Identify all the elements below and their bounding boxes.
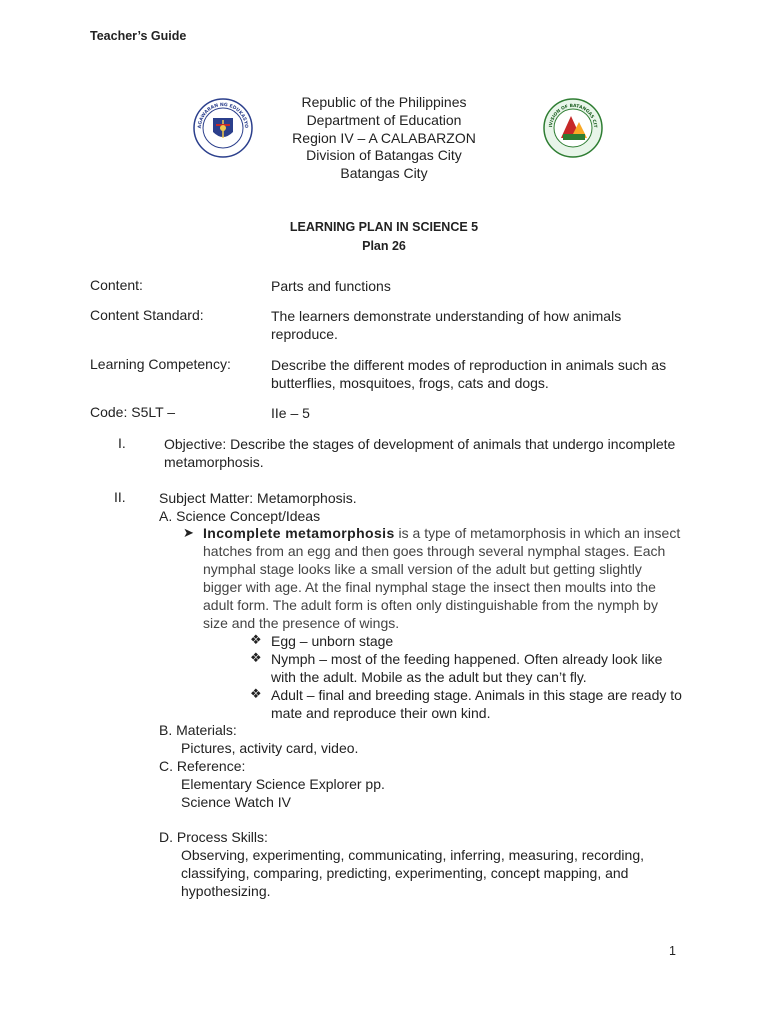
- concept-term: Incomplete metamorphosis: [203, 525, 395, 541]
- diamond-bullet-icon: ❖: [250, 686, 262, 701]
- materials-label: B. Materials:: [159, 722, 237, 738]
- agency-line-region: Region IV – A CALABARZON: [292, 129, 476, 146]
- code-label: Code: S5LT –: [90, 404, 176, 420]
- svg-text:KAGAWARAN NG EDUKASYON: AGAWARAN NG EDUKASYO: [197, 102, 249, 129]
- content-value: Parts and functions: [271, 278, 391, 294]
- code-value: IIe – 5: [271, 405, 310, 421]
- concept-paragraph: [203, 524, 683, 632]
- arrow-bullet-icon: ➤: [183, 525, 194, 540]
- materials-text: Pictures, activity card, video.: [181, 740, 359, 756]
- process-skills-text: Observing, experimenting, communicating, inferring, measuring, recording, classifying, comparing, predicting, experimenting, concept mapping, and hypothesizing.: [181, 847, 644, 899]
- objective-text: Objective: Describe the stages of development of animals that undergo incomplete metamorphosis.: [164, 436, 676, 470]
- deped-seal-logo: [193, 98, 253, 158]
- subject-matter-numeral: II.: [114, 489, 126, 505]
- reference-label: C. Reference:: [159, 758, 246, 774]
- teachers-guide-header: Teacher’s Guide: [90, 29, 187, 43]
- content-label: Content:: [90, 277, 143, 293]
- svg-text:DIVISION OF BATANGAS CITY: IVISION OF BATANGAS CIT: [549, 103, 598, 128]
- division-seal-logo: [543, 98, 603, 158]
- stage-egg: Egg – unborn stage: [271, 633, 394, 649]
- plan-title: LEARNING PLAN IN SCIENCE 5: [289, 220, 479, 234]
- diamond-bullet-icon: ❖: [250, 650, 262, 665]
- page-number: 1: [669, 944, 676, 958]
- learning-competency-label: Learning Competency:: [90, 356, 231, 372]
- subject-matter-heading: Subject Matter: Metamorphosis.: [159, 490, 357, 506]
- reference-line-2: Science Watch IV: [181, 794, 291, 810]
- process-skills-label: D. Process Skills:: [159, 829, 268, 845]
- agency-line-division: Division of Batangas City: [306, 147, 462, 164]
- learning-competency-value: Describe the different modes of reproduction in animals such as butterflies, mosquitoes, frogs, cats and dogs.: [271, 357, 667, 391]
- content-standard-label: Content Standard:: [90, 307, 204, 323]
- stage-adult: Adult – final and breeding stage. Animals in this stage are ready to mate and reproduce their own kind.: [271, 687, 682, 721]
- content-standard-value: The learners demonstrate understanding of how animals reproduce.: [271, 308, 622, 342]
- agency-block: [250, 94, 518, 183]
- concept-description: is a type of metamorphosis in which an insect hatches from an egg and then goes through several nymphal stages. Each nymphal stage looks like a small version of the adult but getting slightly bigger with age. At the final nymphal stage the insect then moults into the adult form. The adult form is often only distinguishable from the nymph by size and the presence of wings.: [203, 525, 681, 631]
- plan-number: Plan 26: [362, 239, 406, 253]
- stage-nymph: Nymph – most of the feeding happened. Often already look like with the adult. Mobile as the adult but they can’t fly.: [271, 651, 663, 685]
- science-concept-label: A. Science Concept/Ideas: [159, 508, 321, 524]
- diamond-bullet-icon: ❖: [250, 632, 262, 647]
- agency-line-city: Batangas City: [340, 165, 428, 182]
- objective-numeral: I.: [118, 435, 126, 451]
- reference-line-1: Elementary Science Explorer pp.: [181, 776, 385, 792]
- agency-line-department: Department of Education: [306, 111, 462, 128]
- agency-line-republic: Republic of the Philippines: [301, 94, 467, 110]
